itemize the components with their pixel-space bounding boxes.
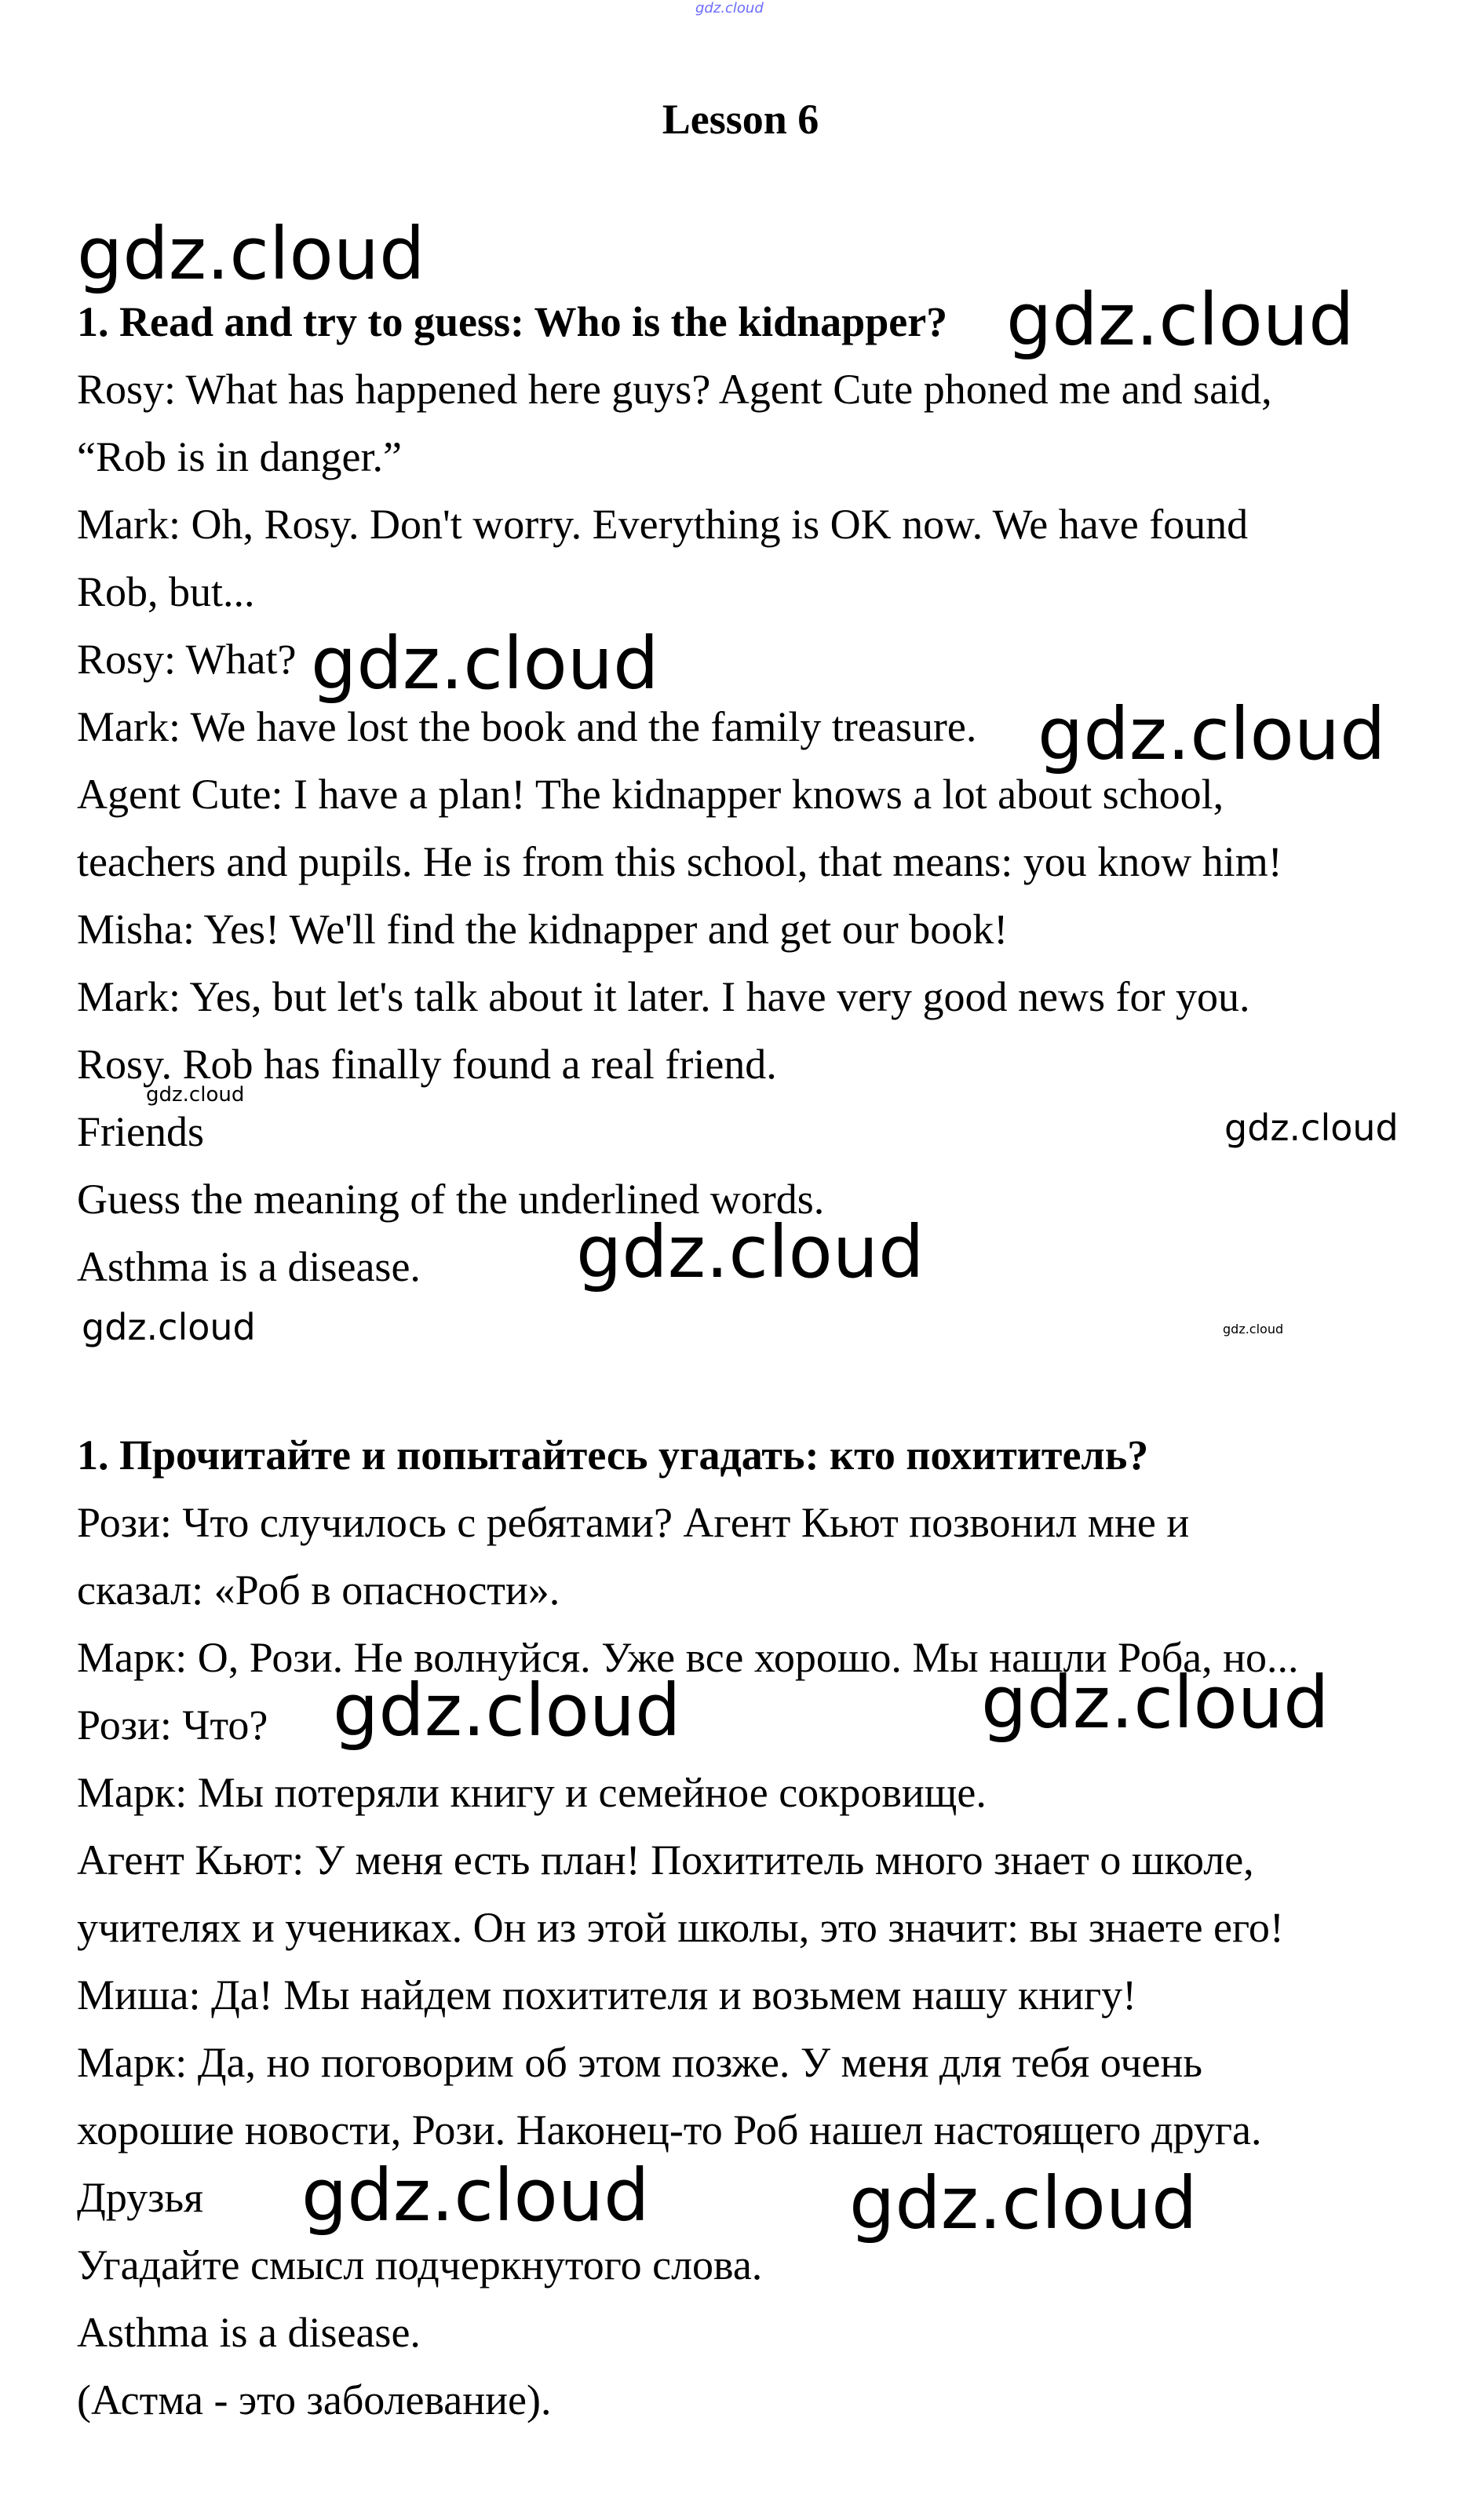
russian-line: Агент Кьют: У меня есть план! Похититель много знает о школе, <box>77 1836 1254 1884</box>
watermark: gdz.cloud <box>333 1668 681 1752</box>
watermark: gdz.cloud <box>301 2153 650 2237</box>
watermark: gdz.cloud <box>1224 1107 1399 1149</box>
watermark: gdz.cloud <box>576 1210 925 1294</box>
watermark: gdz.cloud <box>1038 692 1386 776</box>
russian-line: Asthma is a disease. <box>77 2309 421 2356</box>
russian-line: учителях и учениках. Он из этой школы, это значит: вы знаете его! <box>77 1904 1284 1951</box>
english-line: Rosy: What has happened here guys? Agent Cute phoned me and said, <box>77 366 1272 413</box>
english-line: Rosy. Rob has finally found a real friend. <box>77 1041 777 1088</box>
english-line: Rosy: What? <box>77 636 297 683</box>
russian-line: Рози: Что? <box>77 1701 268 1749</box>
english-line: Asthma is a disease. <box>77 1243 421 1290</box>
english-line: Rob, but... <box>77 568 255 615</box>
russian-heading: 1. Прочитайте и попытайтесь угадать: кто похититель? <box>77 1431 1149 1479</box>
english-line: Friends <box>77 1108 204 1155</box>
russian-line: (Астма - это заболевание). <box>77 2376 552 2423</box>
watermark: gdz.cloud <box>1223 1322 1284 1337</box>
english-line: Guess the meaning of the underlined words. <box>77 1176 825 1223</box>
russian-line: Угадайте смысл подчеркнутого слова. <box>77 2241 763 2288</box>
english-line: Mark: We have lost the book and the family treasure. <box>77 703 977 750</box>
russian-line: Марк: Да, но поговорим об этом позже. У меня для тебя очень <box>77 2039 1202 2086</box>
watermark: gdz.cloud <box>311 622 659 706</box>
page-title: Lesson 6 <box>662 96 819 143</box>
watermark: gdz.cloud <box>981 1661 1330 1745</box>
russian-line: Друзья <box>77 2174 203 2221</box>
watermark: gdz.cloud <box>849 2161 1198 2245</box>
english-line: Mark: Yes, but let's talk about it later. I have very good news for you. <box>77 973 1250 1020</box>
english-line: Misha: Yes! We'll find the kidnapper and get our book! <box>77 906 1009 953</box>
russian-line: хорошие новости, Рози. Наконец-то Роб нашел настоящего друга. <box>77 2106 1262 2153</box>
english-line: Mark: Oh, Rosy. Don't worry. Everything is OK now. We have found <box>77 501 1249 548</box>
watermark: gdz.cloud <box>146 1083 245 1107</box>
english-heading: 1. Read and try to guess: Who is the kidnapper? <box>77 298 948 345</box>
watermark: gdz.cloud <box>77 212 425 296</box>
top-watermark: gdz.cloud <box>695 0 764 16</box>
russian-line: сказал: «Роб в опасности». <box>77 1566 560 1614</box>
russian-line: Марк: О, Рози. Не волнуйся. Уже все хорошо. Мы нашли Роба, но... <box>77 1634 1299 1681</box>
russian-line: Марк: Мы потеряли книгу и семейное сокровище. <box>77 1769 987 1816</box>
russian-line: Рози: Что случилось с ребятами? Агент Кьют позвонил мне и <box>77 1499 1190 1546</box>
english-line: Agent Cute: I have a plan! The kidnapper knows a lot about school, <box>77 771 1224 818</box>
russian-line: Миша: Да! Мы найдем похитителя и возьмем нашу книгу! <box>77 1971 1137 2019</box>
watermark: gdz.cloud <box>82 1306 256 1348</box>
watermark: gdz.cloud <box>1006 278 1355 362</box>
english-line: teachers and pupils. He is from this school, that means: you know him! <box>77 838 1282 885</box>
english-line: “Rob is in danger.” <box>77 433 402 480</box>
